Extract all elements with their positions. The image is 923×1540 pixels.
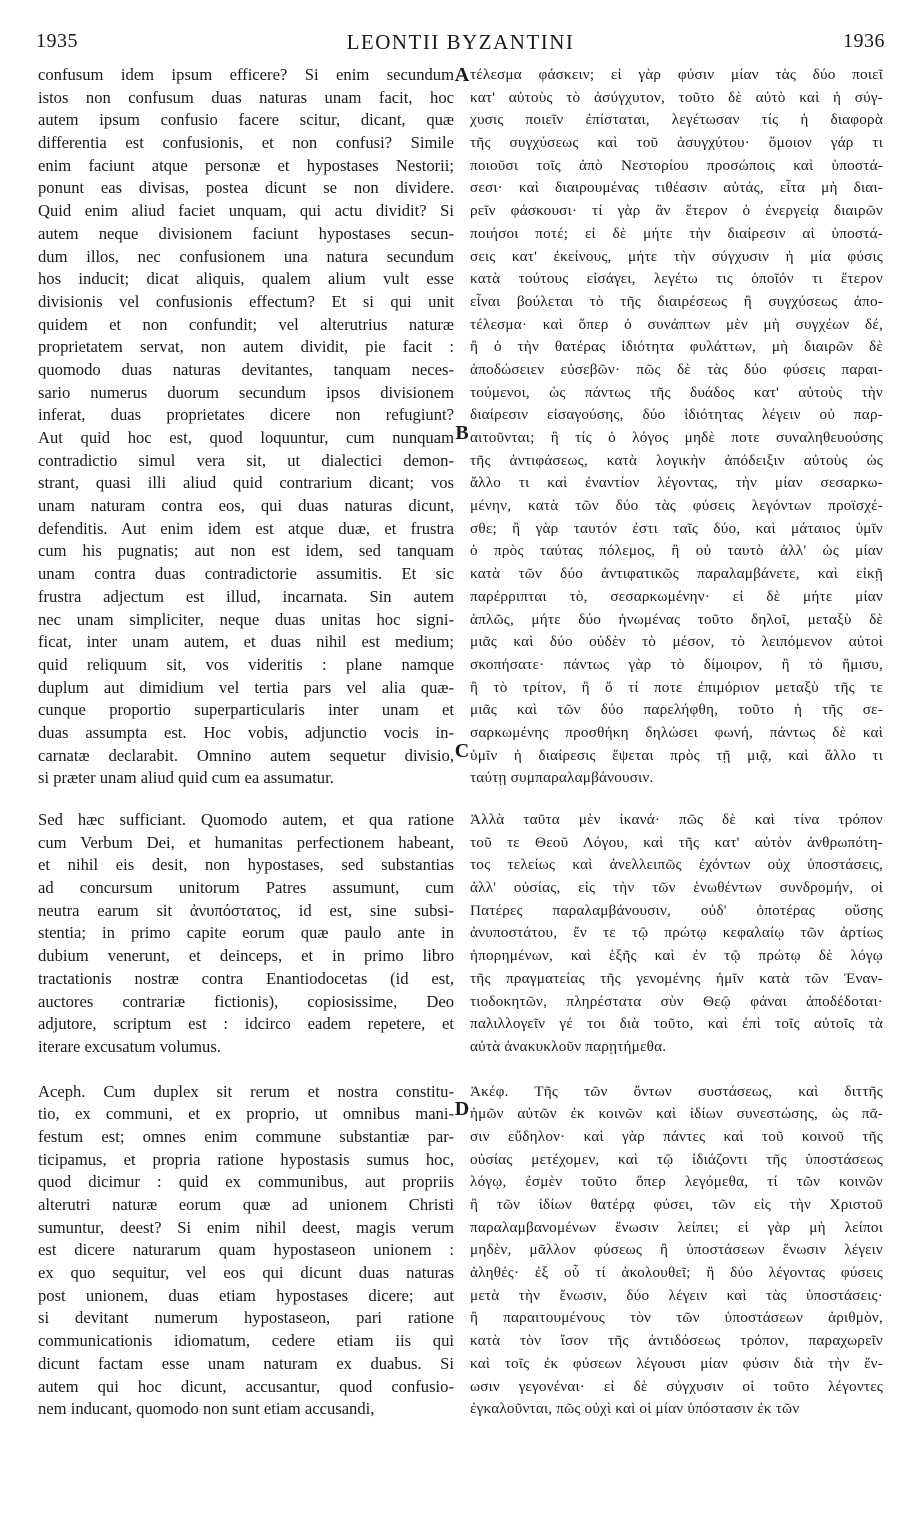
text-line: et nihil eis desit, non hypostases, sed substantias [38,855,454,875]
text-line: post unionem, duas etiam hypostases dicere; aut [38,1285,454,1305]
text-line: ωσιν γεγονέναι· εἰ δὲ σύγχυσιν οἱ τοῦτο λέγοντες [470,1377,883,1395]
greek-paragraph [470,809,883,1059]
greek-paragraph [470,64,883,790]
text-line: σεις κατ' ἐκείνους, μήτε τὴν σύγχυσιν ἡ μία φύσις [470,247,883,265]
text-line: τῆς συγχύσεως καὶ τοῦ ἀσυγχύτου· ὅμοιον γάρ τι [470,134,883,152]
text-line: καὶ τοῖς ἐκ φύσεων λέγουσι μίαν φύσιν διὰ τὴν ἕν- [470,1354,883,1372]
greek-column [470,64,883,1421]
text-line: nem inducant, quomodo non sunt etiam accusandi, [38,1399,375,1419]
text-line: frustra adjectum est illud, incarnata. Sin autem [38,586,454,606]
text-line: παραλαμβανομένων ἕνωσιν λείπει; εἰ γὰρ μὴ λείποι [470,1218,883,1236]
text-line: cum Verbum Dei, et humanitas perfectionem habeant, [38,832,454,852]
text-line: ἀλλ' οὐσίας, εἰς τὴν τῶν ἑνωθέντων συνδρομήν, οἱ [470,879,883,897]
text-line: ἐγκαλοῦνται, πῶς οὐχὶ καὶ οἱ μίαν ὑπόστασιν ἐκ τῶν [470,1400,800,1418]
text-line: autem qui hoc dicunt, accusantur, quod confusio- [38,1376,454,1396]
text-line: unam contra duas contradictorie assumitis. Et sic [38,564,454,584]
text-line: communicationis idiomatum, cedere etiam iis qui [38,1331,454,1351]
text-line: defenditis. Aut enim idem est atque duæ, et frustra [38,518,454,538]
text-line: divisionis vel confusionis effectum? Et si qui unit [38,291,454,311]
text-line: istos non confusum duas naturas unam facit, hoc [38,87,454,107]
text-line: ex quo sequitur, vel eos qui dicunt duas naturas [38,1263,454,1283]
text-line: τῆς πραγματείας τῆς γενομένης ἡμῖν κατὰ τῶν Ἐναν- [470,969,883,987]
text-line: τούμενοι, ὡς πάντως τῆς δυάδος κατ' αὐτοὺς τὴν [470,383,883,401]
text-line: dum illos, nec confusionem una natura secundum [38,246,454,266]
text-line: ποιοῦσι τοῖς ἀπὸ Νεστορίου προσώποις καὶ ὑποστά- [470,156,883,174]
text-line: tio, ex communi, et ex proprio, ut omnibus mani- [38,1104,454,1124]
text-line: ficat, inter unam autem, et duas nihil est medium; [38,632,454,652]
text-line: ἁπλῶς, μήτε δύο ἡνωμένας τοῦτο δηλοῖ, μεταξὺ δὲ [470,610,883,628]
text-line: carnatæ declarabit. Omnino autem sequetur divisio, [38,745,454,765]
text-line: quod dicimur : quid ex communibus, aut propriis [38,1172,454,1192]
section-marker-d: D [454,1098,470,1120]
text-line: inferat, duas proprietates dicere non refugiunt? [38,405,454,425]
text-line: ἢ τὸ τρίτον, ἢ ὅ τί ποτε ἐπιμόριον μεταξὺ τῆς τε [470,678,883,696]
text-line: stentia; in primo capite eorum quæ paulo ante in [38,923,454,943]
section-marker-c: C [454,740,470,762]
text-line: σεσι· καὶ διαιρουμένας τιθέασιν αὐτάς, εἶτα μὴ διαι- [470,179,883,197]
text-line: Ἀλλὰ ταῦτα μὲν ἱκανά· πῶς δὲ καὶ τίνα τρόπον [470,811,883,828]
text-line: μετὰ τὴν ἕνωσιν, δύο λέγειν καὶ τὰς ὑποστάσεις· [470,1286,883,1304]
text-line: τος τελείως καὶ ἀνελλειπῶς ἐχόντων οὐχ ὑποστάσεις, [470,856,883,874]
text-line: unam naturam contra eos, qui duas naturas dicunt, [38,496,454,516]
text-line: neutra earum sit ἀνυπόστατος, id est, sine subsi- [38,900,454,920]
text-line: ἢ ὁ τὴν θατέρας ἰδιότητα φυλάττων, μὴ διαιρῶν δὲ [470,338,883,356]
text-line: ad concursum unitorum Patres assumunt, cum [38,878,454,898]
text-line: σιν εὔδηλον· καὶ γὰρ πάντες καὶ τοῦ κοινοῦ τῆς [470,1127,883,1145]
text-line: Πατέρες παραλαμβάνουσιν, οὐδ' ὁποτέρας οὔσης [470,901,883,919]
text-line: οὐσίας μετέχομεν, καὶ τῷ ἰδιάζοντι τῆς ὑποστάσεως [470,1150,883,1168]
text-line: autem neque divisionem faciunt hypostases secun- [38,223,454,243]
text-line: ἡμῶν αὐτῶν ἐκ κοινῶν καὶ ἰδίων συνεστώσης, ὡς πᾶ- [470,1105,883,1123]
text-line: σαρκωμένης προσθήκη δηλώσει φωνή, πάντως δὲ καὶ [470,723,883,741]
text-line: σκοπήσατε· πάντως γὰρ τὸ δίμοιρον, ἢ τὸ ἥμισυ, [470,655,883,673]
text-line: ποιήσοι ποτέ; εἰ δὲ μήτε τὴν διαίρεσιν αἱ ὑποστά- [470,224,883,242]
text-line: festum est; omnes enim commune substantiæ par- [38,1126,454,1146]
text-line: confusum idem ipsum efficere? Si enim secundum [38,65,454,84]
text-line: est dicere naturarum quam hypostaseon unionem : [38,1240,454,1260]
text-line: τοῦ τε Θεοῦ Λόγου, καὶ τῆς κατ' αὐτὸν ἀνθρωπότη- [470,833,883,851]
text-line: ponunt eas divisas, postea dicunt se non dividere. [38,178,454,198]
text-line: χυσις ποιεῖν ἐπίσταται, λεγέτωσαν τίς ἡ διαφορὰ [470,111,883,129]
text-line: ἠπορημένων, καὶ ἑξῆς καὶ ἐν τῷ πρώτῳ δὲ λόγῳ [470,947,883,965]
text-line: παλιλλογεῖν γέ τοι διὰ τοῦτο, καὶ ἐπὶ τοῖς αὐτοῖς τὰ [470,1015,883,1033]
section-marker-a: A [454,64,470,86]
latin-paragraph [38,1081,454,1421]
text-line: cunque proportio superparticularis inter unam et [38,700,454,720]
text-line: ρεῖν φάσκουσι· τί γὰρ ἂν ἕτερον ὁ ἐνεργείᾳ διαιρῶν [470,202,883,220]
text-line: μιᾶς καὶ δύο οὐδὲν τὸ μέσον, τὸ λειπόμενον αὐτοὶ [470,633,883,651]
text-line: τῆς ἀντιφάσεως, κατὰ λογικὴν ἀπόδειξιν αὐτοὺς ὡς [470,451,883,469]
text-line: ἢ παραιτουμένους τὸν τῶν ὑποστάσεων ἀριθμὸν, [470,1309,883,1327]
greek-paragraph [470,1081,883,1421]
text-line: autem ipsum confusio facere scitur, dicant, quæ [38,110,454,130]
text-line: duas assumpta est. Hoc vobis, adjunctio vocis in- [38,722,454,742]
text-line: enim faciunt atque personæ et hypostases Nestorii; [38,155,454,175]
text-line: ταύτῃ συμπαραλαμβάνουσιν. [470,769,654,787]
text-line: παρέρριπται τὸ, σεσαρκωμένην· εἰ δὲ μήτε μίαν [470,587,883,605]
text-line: αὐτὰ ἀνακυκλοῦν παρῃτήμεθα. [470,1037,667,1055]
text-line: Quid enim aliud faciet unquam, qui actu dividit? Si [38,201,454,221]
text-line: τέλεσμα· καὶ ὅπερ ὁ συνάπτων μὲν μὴ συγχέων δέ, [470,315,883,333]
text-line: proprietatem servat, non autem dividit, pie facit : [38,337,454,357]
text-line: sumuntur, deest? Si enim nihil deest, magis verum [38,1217,454,1237]
text-line: ἀληθές· ἐξ οὗ τί ἀκολουθεῖ; ἢ δύο λέγοντας φύσεις [470,1264,883,1282]
text-line: εἶναι βούλεται τὸ τῆς διαιρέσεως ἢ συγχύσεως ἀπο- [470,292,883,310]
text-line: alterutri naturæ eorum quæ ad unionem Christi [38,1195,454,1214]
text-line: ὁ πρὸς ταύτας πόλεμος, ἢ οὐ ταυτὸ ἀλλ' ὡς μίαν [470,542,883,560]
text-line: dubium venerunt, et deinceps, et in primo libro [38,946,454,966]
text-line: cum his pugnatis; aut non est idem, sed tanquam [38,541,454,561]
text-line: Ἀκέφ. Τῆς τῶν ὄντων συστάσεως, καὶ διττῆς [470,1082,883,1100]
text-line: contradictio simul vera sit, ut dialectici demon- [38,450,454,470]
text-line: διαίρεσιν εἰσαγούσης, δύο ἰδιότητας λέγειν οὐ παρ- [470,406,883,424]
text-line: quidem et non confundit; vel alterutrius naturæ [38,314,454,334]
text-line: ἄλλο τι καὶ ἐναντίον λέγοντας, τὴν μίαν σεσαρκω- [470,474,883,492]
text-line: nec unam simpliciter, neque duas unitas hoc signi- [38,609,454,629]
text-line: μένην, κατὰ τῶν δύο τὰς φύσεις λεγόντων προϊσχέ- [470,497,883,515]
latin-paragraph [38,809,454,1059]
text-line: κατὰ τῶν δύο ἀντιφατικῶς παραλαμβάνετε, καὶ εἰκῇ [470,565,883,583]
text-line: auctores contrariæ fictionis), copiosissime, Deo [38,991,454,1011]
text-line: tractationis nostræ contra Enantiodocetas (id est, [38,968,454,988]
text-line: λόγῳ, ἐσμὲν τοῦτο ὅπερ λεγόμεθα, τί τῶν κοινῶν [470,1173,883,1191]
text-line: ὑμῖν ἡ διαίρεσις ἕψεται πρὸς τῇ μιᾷ, καὶ ἄλλο τι [470,746,883,764]
latin-column [38,64,454,1421]
text-line: Aut quid hoc est, quod loquuntur, cum nunquam [38,428,454,447]
text-line: ἀποδώσειεν εὐσεβῶν· πῶς δὲ τὰς δύο φύσεις παραι- [470,360,883,378]
page-number-right: 1936 [843,30,885,52]
text-line: adjutore, scriptum est : idcirco eadem repetere, et [38,1014,454,1034]
text-line: κατ' αὐτοὺς τὸ ἀσύγχυτον, τοῦτο δὲ αὐτὸ καὶ ἡ σύγ- [470,88,883,106]
text-line: ἀνυποστάτου, ἔν τε τῷ πρώτῳ κεφαλαίῳ τῶν ἀρτίως [470,924,883,942]
text-line: hos inducit; dicat aliquis, qualem alium vult esse [38,269,454,289]
text-line: duplum aut dimidium vel tertia pars vel alia quæ- [38,677,454,697]
latin-paragraph [38,64,454,790]
text-line: iterare excusatum volumus. [38,1036,221,1056]
page-number-left: 1935 [36,30,78,52]
text-line: sario numerus duorum secundum ipsos divisionem [38,382,454,402]
text-line: differentia est confusionis, et non confusi? Simile [38,133,454,153]
text-line: si devitant numerum hypostaseon, pari ratione [38,1308,454,1328]
text-line: μιᾶς καὶ τῶν δύο παρελήφθη, τοῦτο ἡ τῆς σε- [470,701,883,719]
text-line: μηδὲν, μᾶλλον φύσεως ἢ ὑποστάσεων ἕνωσιν λέγειν [470,1241,883,1259]
text-line: Sed hæc sufficiant. Quomodo autem, et qua ratione [38,810,454,829]
running-header [36,30,885,56]
running-title: LEONTII BYZANTINI [346,30,575,54]
text-line: τέλεσμα φάσκειν; εἰ γὰρ φύσιν μίαν τὰς δύο ποιεῖ [470,66,883,83]
text-line: σθε; ἢ γὰρ ταυτόν ἐστι ταῖς δύο, καὶ μάταιος ὑμῖν [470,519,883,537]
text-line: strant, quasi illi aliud quid contrarium dicant; vos [38,473,454,493]
section-marker-b: B [455,422,469,444]
text-line: αιτοῦνται; ἢ τίς ὁ λόγος μηδὲ ποτε συναληθευούσης [470,429,883,446]
text-line: quid reliquum sit, vos videritis : plane namque [38,654,454,674]
text-line: κατὰ τὸν ἴσον τῆς ἀντιδόσεως τρόπον, παραχωρεῖν [470,1332,883,1350]
text-line: κατὰ τούτους εἰσάγει, λεγέτω τις ὁποῖόν τι ἕτερον [470,270,883,288]
text-line: Aceph. Cum duplex sit rerum et nostra constitu- [38,1081,454,1101]
text-line: quomodo duas naturas devitantes, tanquam neces- [38,359,454,379]
text-line: dicunt factam esse unam naturam ex duabus. Si [38,1353,454,1373]
text-line: ἢ τῶν ἰδίων θατέρᾳ φύσει, τῶν εἰς τὴν Χριστοῦ [470,1196,883,1213]
text-line: si præter unam aliud quid cum ea assumatur. [38,768,334,788]
text-line: ticipamus, et propria ratione hypostasis sumus hoc, [38,1149,454,1169]
text-line: τιοδοκητῶν, πληρέστατα σὺν Θεῷ φάναι ἀποδέδοται· [470,992,883,1010]
